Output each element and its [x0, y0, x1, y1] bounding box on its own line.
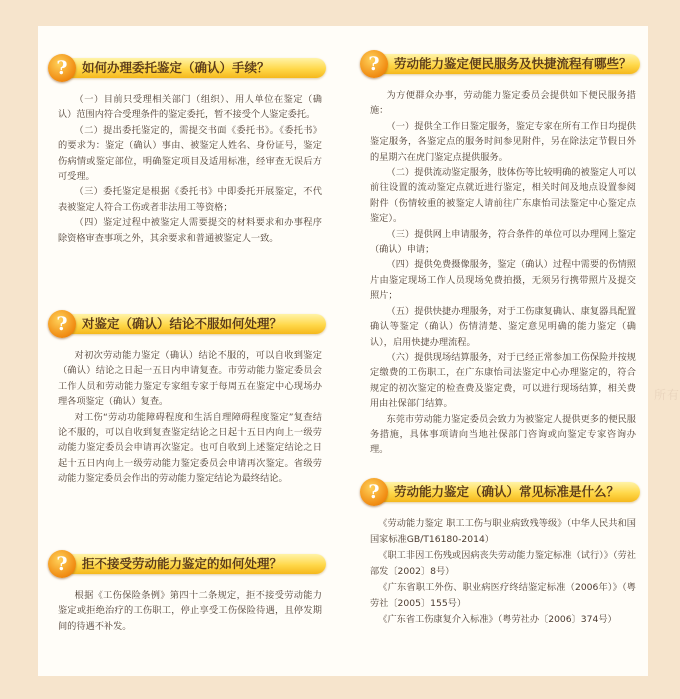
section-title: 劳动能力鉴定（确认）常见标准是什么？	[394, 484, 620, 499]
section-entrust-procedure	[48, 54, 330, 246]
section-header	[360, 50, 644, 78]
paragraph: 根据《工伤保险条例》第四十二条规定，拒不接受劳动能力鉴定或拒绝治疗的工伤职工，停止享受工伤保险待遇，且停发期间的待遇不补发。	[58, 590, 322, 632]
question-icon: ?	[360, 478, 388, 506]
watermark-text: 所有	[654, 388, 680, 402]
reference-item: 《职工非因工伤残或因病丧失劳动能力鉴定标准（试行）》（劳社部发〔2002〕8号）	[370, 550, 636, 577]
section-header	[360, 478, 644, 506]
section-title: 如何办理委托鉴定（确认）手续？	[82, 60, 270, 75]
paragraph: 为方便群众办事，劳动能力鉴定委员会提供如下便民服务措施：	[370, 90, 636, 117]
question-icon: ?	[48, 54, 76, 82]
paragraph: （六）提供现场结算服务，对于已经正常参加工伤保险并按规定缴费的工伤职工，在广东康怡司法鉴定中心办理鉴定的，符合规定的初次鉴定的检查费及鉴定费，可以进行现场结算，相关费用由社保部门结算。	[370, 351, 636, 410]
paragraph: （二）提出委托鉴定的，需提交书面《委托书》。《委托书》的要求为：鉴定（确认）事由、被鉴定人姓名、身份证号，鉴定伤病情或鉴定部位，明确鉴定项目及适用标准，经审查无误后方可受理。	[58, 124, 322, 183]
section-body	[360, 88, 644, 458]
section-title: 对鉴定（确认）结论不服如何处理？	[82, 316, 283, 331]
section-convenience-services	[360, 50, 644, 458]
reference-item: 《广东省工伤康复介入标准》（粤劳社办〔2006〕374号）	[378, 614, 617, 625]
section-body	[48, 92, 330, 246]
paragraph: （四）提供免费摄像服务，鉴定（确认）过程中需要的伤情照片由鉴定现场工作人员现场免费拍摄，无须另行携带照片及提交照片；	[370, 259, 636, 302]
question-icon: ?	[48, 310, 76, 338]
paragraph: 对工伤“劳动功能障碍程度和生活自理障碍程度鉴定”复查结论不服的，可以自收到复查鉴定结论之日起十五日内向上一级劳动能力鉴定委员会申请再次鉴定。也可自收到上述鉴定结论之日起十五日内向上一级劳动能力鉴定委员会申请再次鉴定。省级劳动能力鉴定委员会作出的劳动能力鉴定结论为最终结论。	[58, 411, 322, 485]
paragraph: 东莞市劳动能力鉴定委员会致力为被鉴定人提供更多的便民服务措施，具体事项请向当地社保部门咨询或向鉴定专家咨询办理。	[370, 413, 636, 456]
paragraph: （三）提供网上申请服务，符合条件的单位可以办理网上鉴定（确认）申请；	[370, 228, 636, 256]
reference-item: 《劳动能力鉴定 职工工伤与职业病致残等级》（中华人民共和国国家标准GB/T16180-2014）	[370, 518, 636, 545]
section-body	[360, 516, 644, 628]
section-disagree-conclusion	[48, 310, 330, 487]
question-icon: ?	[360, 50, 388, 78]
question-icon: ?	[48, 550, 76, 578]
paragraph: （五）提供快捷办理服务，对于工伤康复确认、康复器具配置确认等鉴定（确认）伤情清楚、鉴定意见明确的能力鉴定（确认），启用快捷办理流程。	[370, 305, 636, 348]
paragraph: （四）鉴定过程中被鉴定人需要提交的材料要求和办事程序除资格审查事项之外，其余要求和普通被鉴定人一致。	[58, 217, 322, 244]
document-page	[38, 26, 648, 676]
paragraph: 对初次劳动能力鉴定（确认）结论不服的，可以自收到鉴定（确认）结论之日起一五日内申请复查。市劳动能力鉴定委员会工作人员和劳动能力鉴定专家组专家于每周五在鉴定中心现场办理各项鉴定（确认）复查。	[58, 350, 322, 408]
section-title: 劳动能力鉴定便民服务及快捷流程有哪些？	[394, 56, 632, 71]
paragraph: （一）目前只受理相关部门（组织）、用人单位在鉴定（确认）范围内符合受理条件的鉴定委托，暂不接受个人鉴定委托。	[58, 94, 322, 121]
section-header	[48, 54, 330, 82]
section-body	[48, 588, 330, 634]
paragraph: （一）提供全工作日鉴定服务，鉴定专家在所有工作日均提供鉴定服务，各鉴定点的服务时间参见附件，另在除法定节假日外的星期六在虎门鉴定点提供服务。	[370, 120, 636, 163]
section-refuse-appraisal	[48, 550, 330, 634]
section-body	[48, 348, 330, 487]
section-common-standards	[360, 478, 644, 628]
section-header	[48, 550, 330, 578]
section-header	[48, 310, 330, 338]
reference-item: 《广东省职工外伤、职业病医疗终结鉴定标准（2006年）》（粤劳社〔2005〕155号）	[370, 582, 636, 609]
paragraph: （三）委托鉴定是根据《委托书》中即委托开展鉴定，不代表被鉴定人符合工伤或者非法用工等资格；	[58, 186, 322, 213]
section-title: 拒不接受劳动能力鉴定的如何处理？	[82, 556, 283, 571]
paragraph: （二）提供流动鉴定服务，肢体伤等比较明确的被鉴定人可以前往设置的流动鉴定点就近进行鉴定，相关时间及地点设置参阅附件（伤情较重的被鉴定人请前往广东康怡司法鉴定中心鉴定点鉴定）。	[370, 167, 636, 225]
